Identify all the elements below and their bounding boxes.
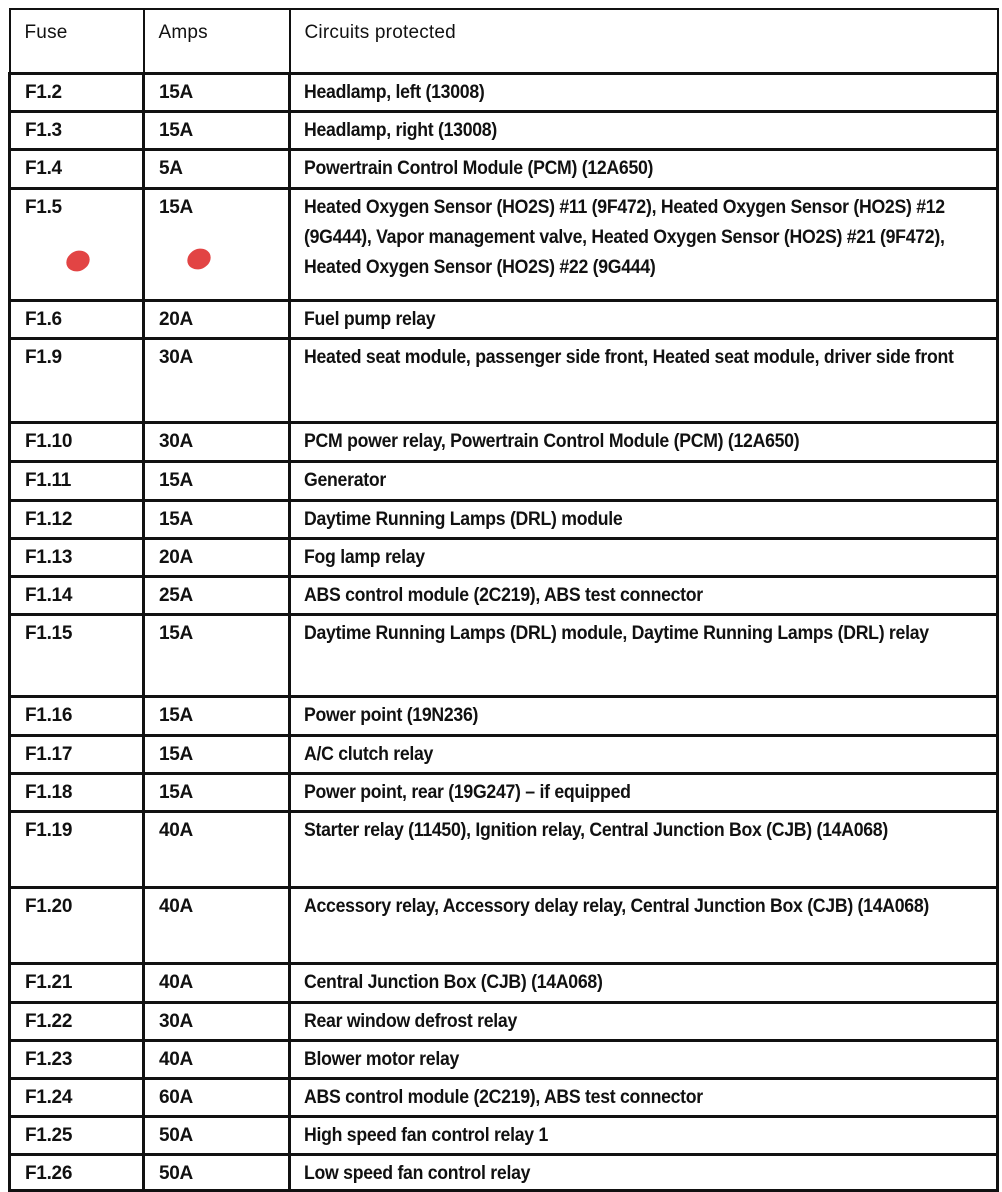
amps-cell: 15A [144, 74, 290, 112]
circuits-cell: Headlamp, left (13008) [290, 74, 998, 112]
fuse-table-grid [8, 8, 999, 1192]
fuse-table [8, 8, 996, 1192]
table-row [10, 812, 998, 888]
fuse-cell: F1.2 [10, 74, 144, 112]
amps-cell: 15A [144, 774, 290, 812]
circuits-cell: Daytime Running Lamps (DRL) module [290, 501, 998, 539]
circuits-cell: Blower motor relay [290, 1041, 998, 1079]
table-row [10, 736, 998, 774]
fuse-cell: F1.14 [10, 577, 144, 615]
circuits-cell: Powertrain Control Module (PCM) (12A650) [290, 150, 998, 189]
fuse-cell: F1.23 [10, 1041, 144, 1079]
amps-cell: 15A [144, 501, 290, 539]
amps-cell: 50A [144, 1117, 290, 1155]
fuse-cell: F1.18 [10, 774, 144, 812]
amps-cell: 30A [144, 423, 290, 462]
amps-cell: 50A [144, 1155, 290, 1191]
table-row [10, 964, 998, 1003]
circuits-cell: Power point, rear (19G247) – if equipped [290, 774, 998, 812]
amps-cell: 15A [144, 697, 290, 736]
fuse-cell: F1.4 [10, 150, 144, 189]
circuits-cell: Headlamp, right (13008) [290, 112, 998, 150]
circuits-cell: Heated seat module, passenger side front, Heated seat module, driver side front [290, 339, 998, 423]
fuse-cell: F1.22 [10, 1003, 144, 1041]
table-row [10, 1079, 998, 1117]
amps-cell: 30A [144, 1003, 290, 1041]
amps-cell: 60A [144, 1079, 290, 1117]
amps-cell: 40A [144, 1041, 290, 1079]
fuse-cell: F1.5 [10, 189, 144, 301]
circuits-cell: Power point (19N236) [290, 697, 998, 736]
amps-cell: 15A [144, 462, 290, 501]
fuse-cell: F1.6 [10, 301, 144, 339]
amps-cell: 20A [144, 301, 290, 339]
table-row [10, 423, 998, 462]
table-row [10, 615, 998, 697]
circuits-cell: Fuel pump relay [290, 301, 998, 339]
fuse-cell: F1.24 [10, 1079, 144, 1117]
column-header-fuse: Fuse [10, 9, 144, 74]
table-row [10, 539, 998, 577]
fuse-cell: F1.12 [10, 501, 144, 539]
amps-cell: 25A [144, 577, 290, 615]
circuits-cell: ABS control module (2C219), ABS test connector [290, 577, 998, 615]
fuse-cell: F1.17 [10, 736, 144, 774]
circuits-cell: A/C clutch relay [290, 736, 998, 774]
amps-cell: 40A [144, 964, 290, 1003]
circuits-cell: Generator [290, 462, 998, 501]
fuse-cell: F1.10 [10, 423, 144, 462]
fuse-cell: F1.3 [10, 112, 144, 150]
fuse-cell: F1.16 [10, 697, 144, 736]
table-row [10, 501, 998, 539]
table-row [10, 1117, 998, 1155]
amps-cell: 15A [144, 189, 290, 301]
amps-cell: 15A [144, 736, 290, 774]
table-row [10, 577, 998, 615]
fuse-cell: F1.19 [10, 812, 144, 888]
table-row [10, 339, 998, 423]
table-row [10, 774, 998, 812]
fuse-cell: F1.25 [10, 1117, 144, 1155]
circuits-cell: Accessory relay, Accessory delay relay, Central Junction Box (CJB) (14A068) [290, 888, 998, 964]
circuits-cell: Central Junction Box (CJB) (14A068) [290, 964, 998, 1003]
table-row [10, 189, 998, 301]
circuits-cell: Rear window defrost relay [290, 1003, 998, 1041]
table-row [10, 112, 998, 150]
table-row [10, 1155, 998, 1191]
fuse-cell: F1.9 [10, 339, 144, 423]
circuits-cell: Starter relay (11450), Ignition relay, Central Junction Box (CJB) (14A068) [290, 812, 998, 888]
amps-cell: 20A [144, 539, 290, 577]
table-row [10, 1003, 998, 1041]
circuits-cell: Fog lamp relay [290, 539, 998, 577]
circuits-cell: ABS control module (2C219), ABS test connector [290, 1079, 998, 1117]
amps-cell: 40A [144, 812, 290, 888]
table-row [10, 888, 998, 964]
circuits-cell: Heated Oxygen Sensor (HO2S) #11 (9F472), Heated Oxygen Sensor (HO2S) #12 (9G444), Vapor management valve, Heated Oxygen Sensor (HO2S) #21 (9F472), Heated Oxygen Sensor (HO2S) #22 (9G444) [290, 189, 998, 301]
circuits-cell: Low speed fan control relay [290, 1155, 998, 1191]
circuits-cell: Daytime Running Lamps (DRL) module, Daytime Running Lamps (DRL) relay [290, 615, 998, 697]
amps-cell: 15A [144, 615, 290, 697]
table-row [10, 150, 998, 189]
fuse-cell: F1.15 [10, 615, 144, 697]
header-row [10, 9, 998, 74]
fuse-cell: F1.13 [10, 539, 144, 577]
column-header-circuits: Circuits protected [290, 9, 998, 74]
fuse-cell: F1.11 [10, 462, 144, 501]
amps-cell: 40A [144, 888, 290, 964]
column-header-amps: Amps [144, 9, 290, 74]
fuse-cell: F1.20 [10, 888, 144, 964]
circuits-cell: PCM power relay, Powertrain Control Module (PCM) (12A650) [290, 423, 998, 462]
circuits-cell: High speed fan control relay 1 [290, 1117, 998, 1155]
table-row [10, 1041, 998, 1079]
amps-cell: 5A [144, 150, 290, 189]
amps-cell: 15A [144, 112, 290, 150]
table-row [10, 301, 998, 339]
table-row [10, 462, 998, 501]
table-row [10, 697, 998, 736]
fuse-cell: F1.21 [10, 964, 144, 1003]
table-row [10, 74, 998, 112]
amps-cell: 30A [144, 339, 290, 423]
fuse-cell: F1.26 [10, 1155, 144, 1191]
